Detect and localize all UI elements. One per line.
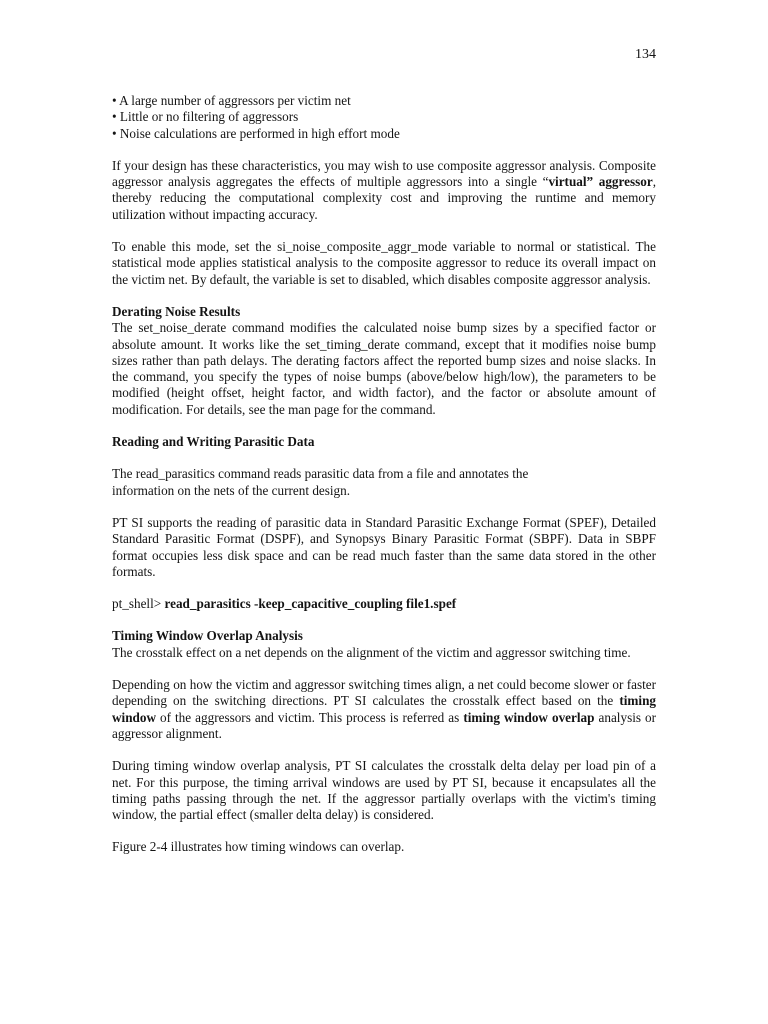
heading-timing-window: Timing Window Overlap Analysis: [112, 628, 303, 644]
paragraph-figure-reference: Figure 2-4 illustrates how timing windows can overlap.: [112, 839, 405, 855]
bullet-item: • Little or no filtering of aggressors: [112, 109, 299, 125]
bullet-item: • Noise calculations are performed in high effort mode: [112, 125, 400, 141]
paragraph-composite-aggressor: If your design has these characteristics, you may wish to use composite aggressor analysis. Composite aggressor analysis aggregates the effects of multiple aggressors into a single “virtual” aggressor, thereby reducing the computational complexity cost and improving the runtime and memory utilization without impacting accuracy.: [112, 157, 656, 222]
shell-prompt: pt_shell>: [112, 596, 165, 612]
paragraph-overlap-analysis: During timing window overlap analysis, PT SI calculates the crosstalk delta delay per load pin of a net. For this purpose, the timing arrival windows are used by PT SI, because it encapsulates all the timing paths passing through the net. If the aggressor partially overlaps with the victim's timing window, the partial effect (smaller delta delay) is considered.: [112, 758, 656, 823]
paragraph-crosstalk-effect: The crosstalk effect on a net depends on the alignment of the victim and aggressor switching time.: [112, 644, 631, 660]
bullet-list: [112, 93, 656, 142]
bullet-item: • A large number of aggressors per victim net: [112, 93, 351, 108]
bold-timing-window: timing window: [112, 693, 656, 725]
paragraph-noise-derate: The set_noise_derate command modifies the calculated noise bump sizes by a specified factor or absolute amount. It works like the set_timing_derate command, except that it modifies noise bump sizes rather than path delays. The derating factors affect the reported bump sizes and noise slacks. In the command, you specify the types of noise bumps (above/below high/low), the parameters to be modified (height offset, height factor, and width factor), and the factor or absolute amount of modification. For details, see the man page for the command.: [112, 320, 656, 417]
page-content: [112, 93, 656, 872]
paragraph-read-parasitics: The read_parasitics command reads parasitic data from a file and annotates the information on the nets of the current design.: [112, 466, 529, 498]
command-example: [112, 596, 656, 612]
heading-parasitic-data: Reading and Writing Parasitic Data: [112, 434, 315, 450]
paragraph-parasitic-formats: PT SI supports the reading of parasitic data in Standard Parasitic Exchange Format (SPEF), Detailed Standard Parasitic Format (DSPF), and Synopsys Binary Parasitic Format (SBPF). Data in SBPF format occupies less disk space and can be read much faster than the same data stored in the other formats.: [112, 514, 656, 579]
bold-timing-window-overlap: timing window overlap: [463, 709, 595, 725]
page-number: 134: [635, 47, 656, 62]
paragraph-switching-times: Depending on how the victim and aggressor switching times align, a net could become slower or faster depending on the switching directions. PT SI calculates the crosstalk effect based on the timing window of the aggressors and victim. This process is referred as timing window overlap analysis or aggressor alignment.: [112, 677, 657, 741]
paragraph-enable-mode: To enable this mode, set the si_noise_composite_aggr_mode variable to normal or statistical. The statistical mode applies statistical analysis to the composite aggressor to reduce its overall impact on the victim net. By default, the variable is set to disabled, which disables composite aggressor analysis.: [112, 239, 656, 287]
bold-virtual-aggressor: virtual” aggressor: [548, 174, 653, 190]
heading-derating-noise: Derating Noise Results: [112, 303, 241, 319]
shell-command: read_parasitics -keep_capacitive_coupling file1.spef: [164, 596, 457, 612]
